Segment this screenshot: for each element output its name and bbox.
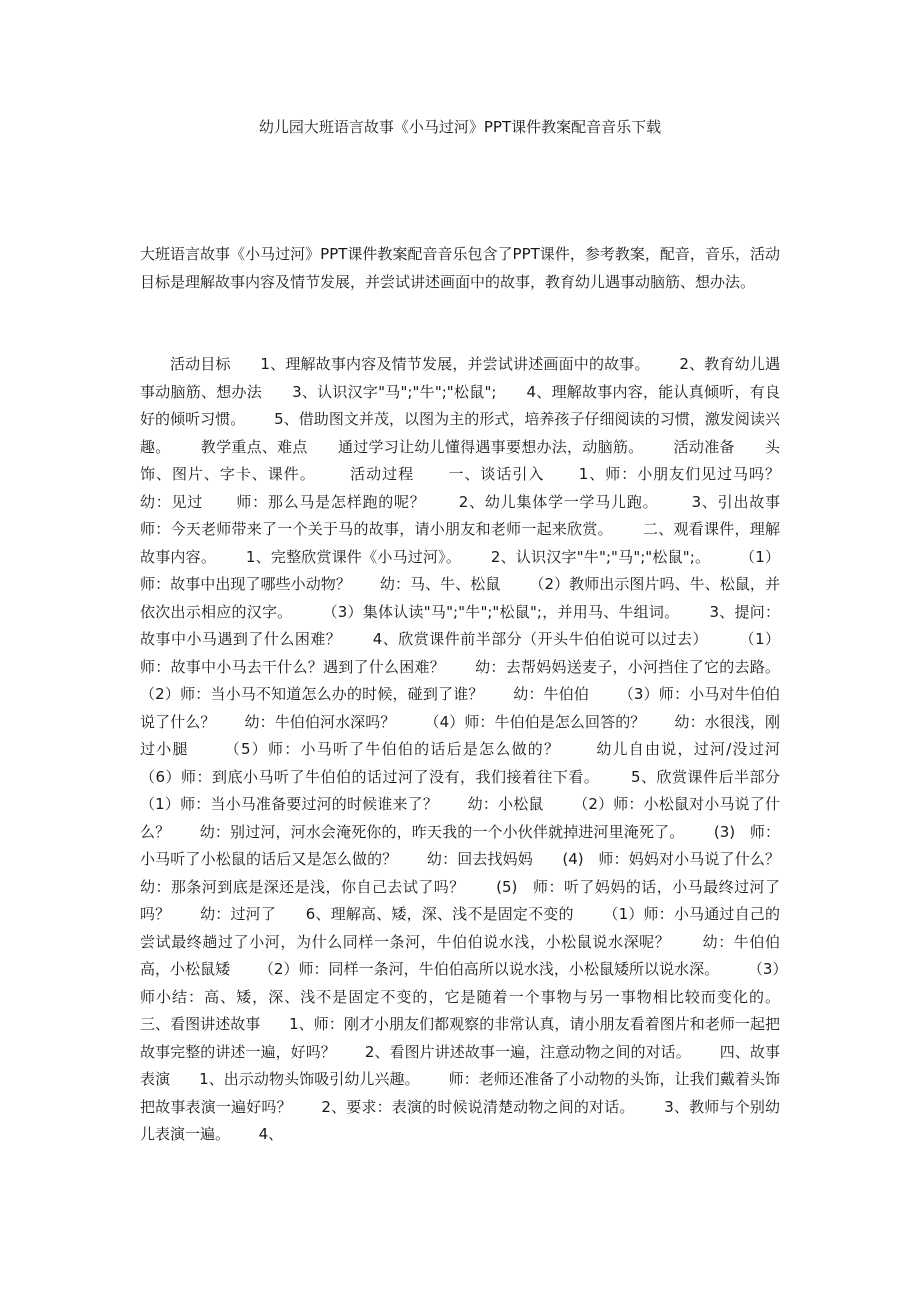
- document-title: 幼儿园大班语言故事《小马过河》PPT课件教案配音音乐下载: [258, 118, 662, 136]
- intro-paragraph: 大班语言故事《小马过河》PPT课件教案配音音乐包含了PPT课件，参考教案，配音，音乐，活动目标是理解故事内容及情节发展，并尝试讲述画面中的故事，教育幼儿遇事动脑筋、想办法。: [140, 245, 780, 291]
- lesson-plan-paragraph: 活动目标 1、理解故事内容及情节发展，并尝试讲述画面中的故事。 2、教育幼儿遇事动脑筋、想办法 3、认识汉字"马";"牛";"松鼠"; 4、理解故事内容，能认真倾听，有良好的倾听习惯。 5、借助图文并茂，以图为主的形式，培养孩子仔细阅读的习惯，激发阅读兴趣。 教学重点、难点 通过学习让幼儿懂得遇事要想办法，动脑筋。 活动准备 头饰、图片、字卡、课件。 活动过程 一、谈话引入 1、师：小朋友们见过马吗？ 幼：见过 师：那么马是怎样跑的呢？ 2、幼儿集体学一学马儿跑。 3、引出故事 师：今天老师带来了一个关于马的故事，请小朋友和老师一起来欣赏。 二、观看课件，理解故事内容。 1、完整欣赏课件《小马过河》。 2、认识汉字"牛";"马";"松鼠";。 （1）师：故事中出现了哪些小动物？ 幼：马、牛、松鼠 （2）教师出示图片吗、牛、松鼠，并依次出示相应的汉字。 （3）集体认读"马";"牛";"松鼠";，并用马、牛组词。 3、提问：故事中小马遇到了什么困难？ 4、欣赏课件前半部分（开头牛伯伯说可以过去） （1）师：故事中小马去干什么？遇到了什么困难？ 幼：去帮妈妈送麦子，小河挡住了它的去路。 （2）师：当小马不知道怎么办的时候，碰到了谁？ 幼：牛伯伯 （3）师：小马对牛伯伯说了什么？ 幼：牛伯伯河水深吗？ （4）师：牛伯伯是怎么回答的？ 幼：水很浅，刚过小腿 （5）师：小马听了牛伯伯的话后是怎么做的？ 幼儿自由说，过河/没过河 （6）师：到底小马听了牛伯伯的话过河了没有，我们接着往下看。 5、欣赏课件后半部分 （1）师：当小马准备要过河的时候谁来了？ 幼：小松鼠 （2）师：小松鼠对小马说了什么？ 幼：别过河，河水会淹死你的，昨天我的一个小伙伴就掉进河里淹死了。 (3) 师：小马听了小松鼠的话后又是怎么做的？ 幼：回去找妈妈 (4) 师：妈妈对小马说了什么？ 幼：那条河到底是深还是浅，你自己去试了吗？ (5) 师：听了妈妈的话，小马最终过河了吗？ 幼：过河了 6、理解高、矮，深、浅不是固定不变的 （1）师：小马通过自己的尝试最终趟过了小河，为什么同样一条河，牛伯伯说水浅，小松鼠说水深呢？ 幼：牛伯伯高，小松鼠矮 （2）师：同样一条河，牛伯伯高所以说水浅，小松鼠矮所以说水深。 （3）师小结：高、矮，深、浅不是固定不变的，它是随着一个事物与另一事物相比较而变化的。 三、看图讲述故事 1、师：刚才小朋友们都观察的非常认真，请小朋友看着图片和老师一起把故事完整的讲述一遍，好吗？ 2、看图片讲述故事一遍，注意动物之间的对话。 四、故事表演 1、出示动物头饰吸引幼儿兴趣。 师：老师还准备了小动物的头饰，让我们戴着头饰把故事表演一遍好吗？ 2、要求：表演的时候说清楚动物之间的对话。 3、教师与个别幼儿表演一遍。 4、: [140, 355, 809, 1143]
